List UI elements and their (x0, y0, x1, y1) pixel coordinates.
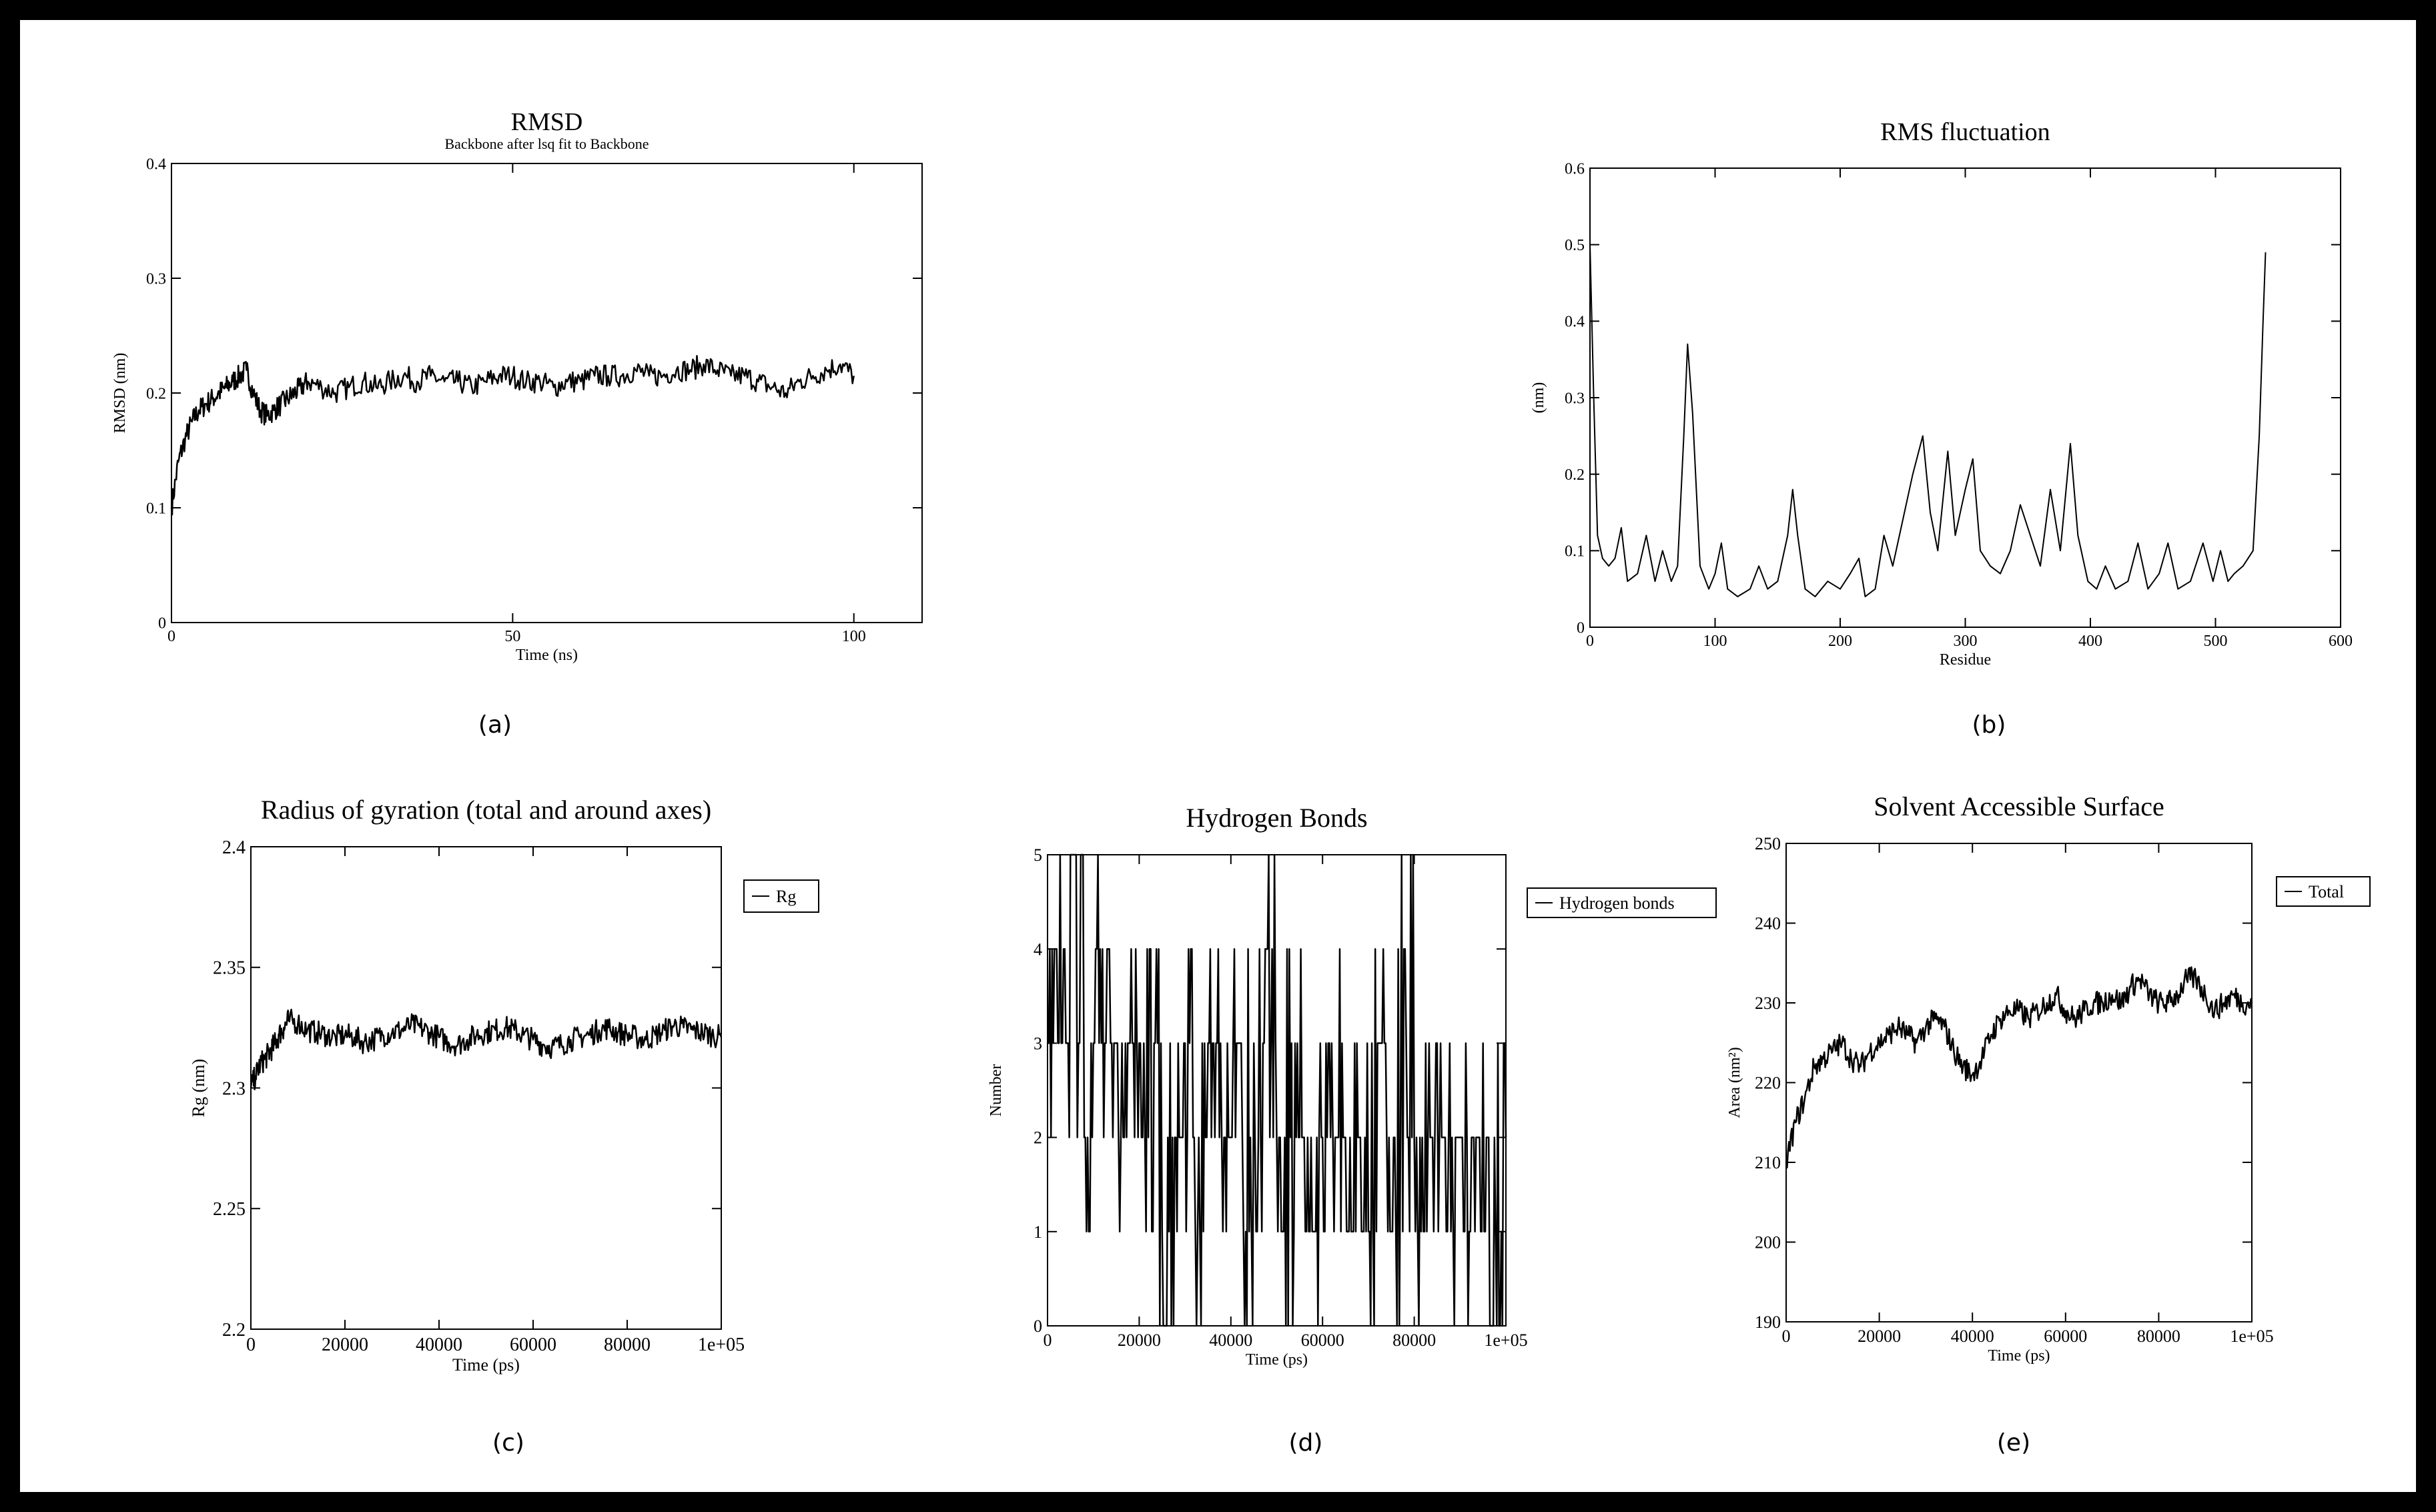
series-line-hbonds (1048, 855, 1506, 1326)
x-tick-label-sasa: 20000 (1858, 1327, 1902, 1346)
series-line-sasa (1786, 968, 2252, 1168)
legend-label-hbonds: Hydrogen bonds (1559, 893, 1675, 913)
x-tick-label-hbonds: 0 (1043, 1331, 1052, 1350)
y-tick-label-rmsd: 0.1 (146, 500, 166, 518)
x-tick-label-hbonds: 20000 (1117, 1331, 1161, 1350)
x-tick-label-rg: 60000 (510, 1335, 556, 1355)
chart-rg (189, 795, 819, 1375)
caption-d: (d) (1288, 1429, 1323, 1457)
y-axis-label-hbonds: Number (987, 1064, 1005, 1117)
y-tick-label-sasa: 250 (1755, 834, 1781, 854)
caption-a: (a) (478, 711, 512, 739)
y-tick-label-hbonds: 3 (1034, 1034, 1042, 1054)
x-tick-label-rmsd: 50 (504, 628, 521, 645)
y-tick-label-hbonds: 4 (1034, 939, 1042, 960)
y-tick-label-rmsf: 0.5 (1565, 237, 1585, 255)
x-tick-label-hbonds: 60000 (1300, 1331, 1344, 1350)
chart-subtitle-rmsd: Backbone after lsq fit to Backbone (444, 135, 649, 152)
y-tick-label-rg: 2.25 (213, 1199, 246, 1220)
x-tick-label-sasa: 0 (1781, 1327, 1791, 1346)
y-tick-label-rmsd: 0.2 (146, 385, 166, 403)
series-line-rmsf (1590, 245, 2266, 597)
y-tick-label-rg: 2.4 (222, 837, 246, 858)
x-tick-label-rmsf: 500 (2203, 633, 2228, 650)
y-tick-label-rmsf: 0 (1577, 619, 1585, 637)
y-tick-label-rmsf: 0.3 (1565, 390, 1585, 408)
plot-frame-rg (251, 847, 721, 1329)
y-tick-label-hbonds: 1 (1034, 1222, 1042, 1242)
x-axis-label-rg: Time (ps) (452, 1355, 520, 1375)
legend-label-sasa: Total (2309, 882, 2345, 901)
y-tick-label-rmsf: 0.1 (1565, 542, 1585, 560)
chart-title-hbonds: Hydrogen Bonds (1186, 803, 1368, 833)
y-axis-label-rg: Rg (nm) (189, 1058, 208, 1118)
x-tick-label-rg: 0 (246, 1335, 256, 1355)
y-tick-label-hbonds: 2 (1034, 1128, 1042, 1148)
x-tick-label-rmsf: 100 (1703, 633, 1727, 650)
y-tick-label-sasa: 240 (1755, 913, 1781, 933)
y-tick-label-rmsd: 0 (158, 615, 166, 633)
plot-frame-sasa (1786, 843, 2252, 1322)
x-tick-label-hbonds: 80000 (1392, 1331, 1437, 1350)
x-tick-label-rmsf: 200 (1828, 633, 1852, 650)
x-tick-label-rg: 40000 (416, 1335, 462, 1355)
x-axis-label-rmsd: Time (ns) (515, 647, 578, 664)
chart-rmsd (111, 108, 922, 664)
y-tick-label-rmsf: 0.6 (1565, 160, 1585, 178)
x-axis-label-hbonds: Time (ps) (1245, 1351, 1308, 1369)
y-tick-label-sasa: 190 (1755, 1312, 1781, 1333)
x-tick-label-sasa: 1e+05 (2230, 1327, 2274, 1346)
x-axis-label-rmsf: Residue (1939, 651, 1992, 669)
caption-c: (c) (492, 1429, 524, 1457)
y-tick-label-rmsd: 0.4 (146, 155, 166, 173)
caption-e: (e) (1996, 1429, 2031, 1457)
y-tick-label-rmsd: 0.3 (146, 270, 166, 288)
chart-rmsf (1530, 118, 2353, 669)
y-tick-label-hbonds: 0 (1034, 1316, 1042, 1337)
chart-hbonds (987, 803, 1716, 1369)
x-tick-label-rmsd: 0 (167, 628, 175, 645)
x-tick-label-rg: 1e+05 (697, 1335, 745, 1355)
y-axis-label-sasa: Area (nm²) (1726, 1047, 1743, 1118)
x-tick-label-rg: 20000 (322, 1335, 368, 1355)
x-tick-label-rmsf: 600 (2329, 633, 2353, 650)
y-tick-label-sasa: 210 (1755, 1153, 1781, 1173)
x-tick-label-rmsd: 100 (841, 628, 866, 645)
chart-title-rmsf: RMS fluctuation (1880, 118, 2050, 146)
x-tick-label-rmsf: 0 (1586, 633, 1594, 650)
y-tick-label-sasa: 220 (1755, 1073, 1781, 1093)
chart-title-sasa: Solvent Accessible Surface (1874, 791, 2164, 821)
y-tick-label-rg: 2.2 (222, 1319, 246, 1341)
y-tick-label-sasa: 230 (1755, 994, 1781, 1014)
y-tick-label-rg: 2.35 (213, 958, 246, 979)
chart-title-rg: Radius of gyration (total and around axes) (260, 795, 712, 825)
x-tick-label-hbonds: 1e+05 (1484, 1331, 1528, 1350)
x-tick-label-sasa: 40000 (1950, 1327, 1994, 1346)
x-axis-label-sasa: Time (ps) (1988, 1347, 2050, 1365)
chart-sasa (1726, 791, 2370, 1365)
legend-label-rg: Rg (776, 887, 797, 906)
series-line-rg (251, 1010, 721, 1090)
y-axis-label-rmsd: RMSD (nm) (111, 352, 129, 434)
x-tick-label-rg: 80000 (604, 1335, 651, 1355)
chart-title-rmsd: RMSD (510, 108, 583, 136)
plot-frame-rmsf (1590, 168, 2341, 627)
x-tick-label-sasa: 80000 (2136, 1327, 2180, 1346)
y-tick-label-rmsf: 0.2 (1565, 466, 1585, 484)
y-tick-label-rmsf: 0.4 (1565, 313, 1585, 331)
y-tick-label-hbonds: 5 (1034, 845, 1042, 865)
y-tick-label-sasa: 200 (1755, 1232, 1781, 1252)
x-tick-label-sasa: 60000 (2044, 1327, 2088, 1346)
x-tick-label-rmsf: 300 (1953, 633, 1978, 650)
x-tick-label-hbonds: 40000 (1209, 1331, 1253, 1350)
x-tick-label-rmsf: 400 (2078, 633, 2102, 650)
y-axis-label-rmsf: (nm) (1530, 382, 1547, 414)
series-line-rmsd (171, 356, 854, 514)
caption-b: (b) (1972, 711, 2006, 739)
y-tick-label-rg: 2.3 (222, 1078, 246, 1100)
